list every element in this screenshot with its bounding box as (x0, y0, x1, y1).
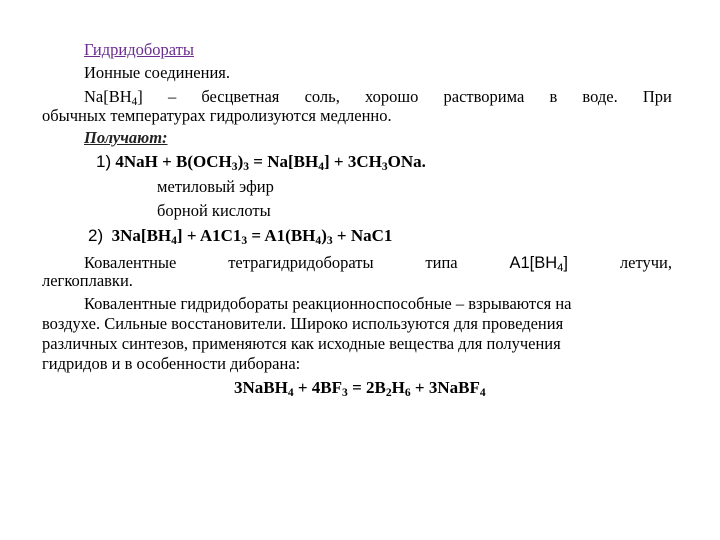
word: – (167, 87, 177, 106)
reaction-2 (88, 226, 392, 246)
ionic-compounds-line: Ионные соединения. (84, 63, 230, 82)
reaction-3: 3NaBH$_4$ + $4BF_3 = 2B_2H_6$ + 3NaBF$_4$ (234, 378, 486, 399)
title-link-text[interactable]: Гидридобораты (84, 40, 194, 59)
reaction-2-equation: $3Na[BH_4] + A1C1_3 = A1(BH_4)_3 + NaC1$ (111, 226, 393, 247)
word: в (549, 87, 558, 106)
word: При (642, 87, 672, 106)
reaction-2-number: 2) (88, 226, 104, 245)
word: тетрагидридобораты (228, 253, 374, 272)
word: хорошо (365, 87, 419, 106)
reaction-1-note-2: борной кислоты (157, 201, 271, 220)
reaction-1-note-1: метиловый эфир (157, 177, 274, 196)
word: Ковалентные (84, 253, 177, 272)
reaction-1 (96, 152, 426, 172)
word: растворима (443, 87, 525, 106)
formula-nabh4: $Na[BH_4]$ (84, 87, 143, 108)
paragraph-3-line-4: гидридов и в особенности диборана: (42, 354, 301, 373)
reaction-1-equation: $4NaH + B(OCH_3)_3 = Na[BH_4] + 3CH_3ONa$. (115, 152, 426, 173)
word: летучи, (619, 253, 672, 272)
word: воде. (582, 87, 618, 106)
paragraph-1-line-2: обычных температурах гидролизуются медленно. (42, 106, 392, 125)
paragraph-1-line-1 (84, 87, 672, 107)
paragraph-3-line-1: Ковалентные гидридобораты реакционноспособные – взрываются на (84, 294, 572, 313)
word: типа (425, 253, 458, 272)
paragraph-2-line-2: легкоплавки. (42, 271, 133, 290)
paragraph-2-line-1 (84, 253, 672, 273)
formula-albh4: $A1[BH_4]$ (509, 254, 569, 274)
word: бесцветная (201, 87, 280, 106)
obtain-heading: Получают: (84, 128, 168, 147)
reaction-1-number: 1) (96, 152, 112, 171)
title-link[interactable] (84, 40, 194, 60)
paragraph-3-line-3: различных синтезов, применяются как исходные вещества для получения (42, 334, 561, 353)
paragraph-3-line-2: воздухе. Сильные восстановители. Широко используются для проведения (42, 314, 564, 333)
word: соль, (304, 87, 340, 106)
